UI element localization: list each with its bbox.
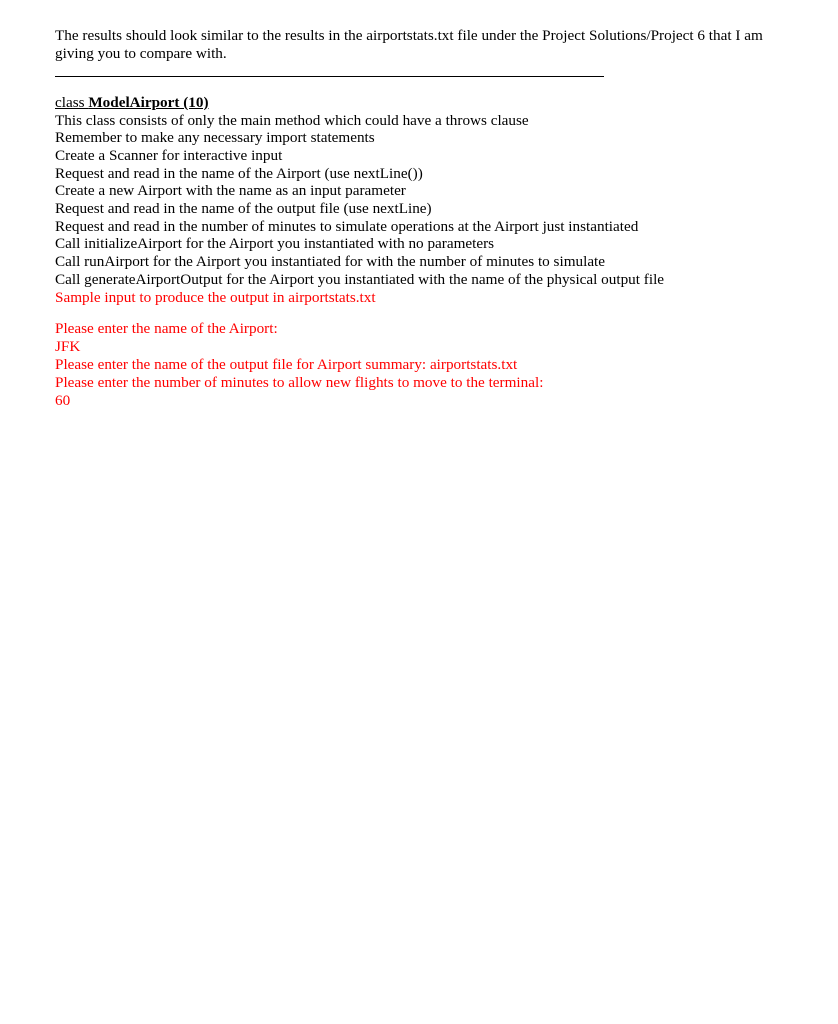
sample-io-block — [55, 320, 795, 410]
sample-io-line: Please enter the name of the Airport: — [55, 320, 278, 338]
model-airport-section — [55, 94, 795, 306]
instruction-line: Create a Scanner for interactive input — [55, 146, 283, 164]
sample-io-line: JFK — [55, 338, 81, 356]
sample-io-line: 60 — [55, 391, 71, 409]
intro-paragraph: The results should look similar to the results in the airportstats.txt file under the Project Solutions/Project 6 that I am giving you to compare with. — [55, 27, 763, 62]
heading-prefix: class — [55, 94, 89, 111]
instruction-line: Request and read in the name of the Airport (use nextLine()) — [55, 164, 423, 182]
sample-io-line: Please enter the number of minutes to allow new flights to move to the terminal: — [55, 373, 544, 391]
instruction-line: Call initializeAirport for the Airport you instantiated with no parameters — [55, 235, 495, 253]
instruction-line: Create a new Airport with the name as an input parameter — [55, 182, 406, 200]
instruction-line: Remember to make any necessary import statements — [55, 129, 375, 147]
sample-io-line: Please enter the name of the output file for Airport summary: airportstats.txt — [55, 356, 518, 374]
heading-class-name: ModelAirport (10) — [88, 94, 209, 111]
instruction-line: Request and read in the name of the output file (use nextLine) — [55, 200, 432, 218]
section-heading — [55, 94, 795, 112]
instruction-line: Request and read in the number of minutes to simulate operations at the Airport just instantiated — [55, 217, 639, 235]
document-page — [55, 27, 795, 410]
sample-caption: Sample input to produce the output in airportstats.txt — [55, 288, 376, 306]
instruction-line: Call generateAirportOutput for the Airport you instantiated with the name of the physical output file — [55, 270, 665, 288]
instruction-line: Call runAirport for the Airport you instantiated for with the number of minutes to simulate — [55, 253, 606, 271]
horizontal-rule — [55, 76, 604, 77]
instruction-line: This class consists of only the main method which could have a throws clause — [55, 111, 529, 129]
